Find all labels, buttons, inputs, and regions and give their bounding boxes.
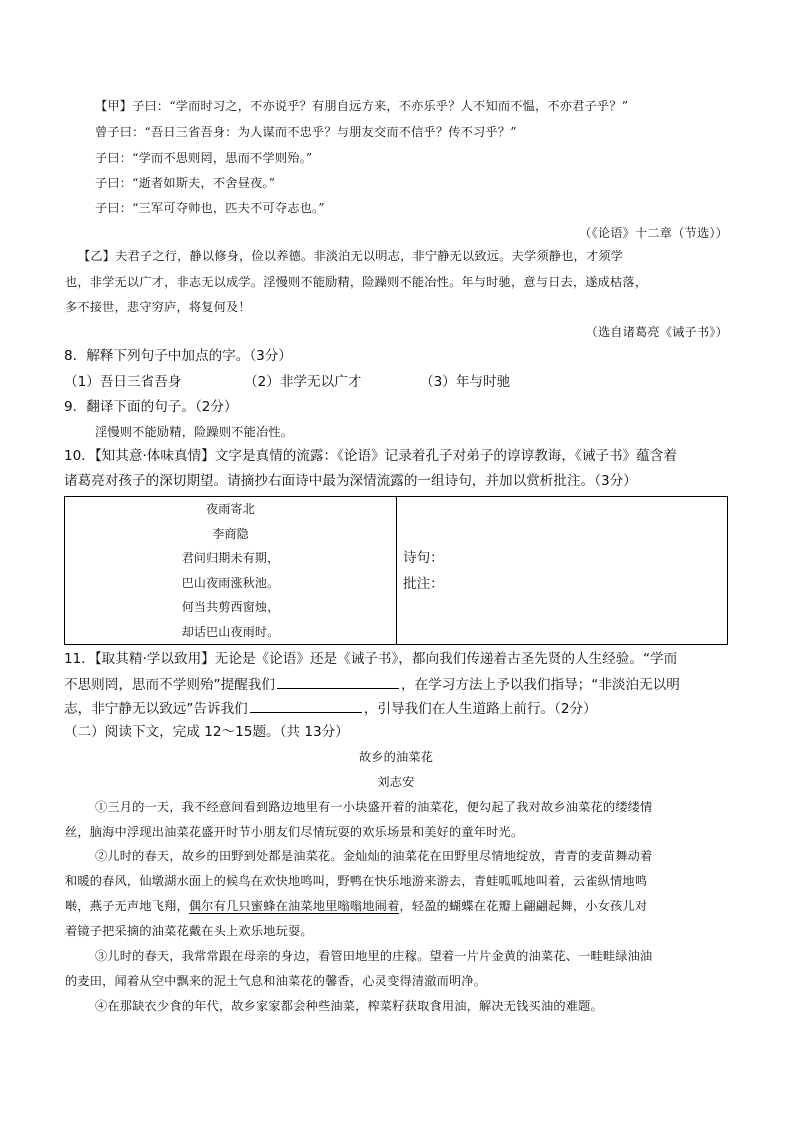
q9-sentence: 淫慢则不能励精，险躁则不能冶性。 — [95, 425, 294, 439]
passage-b-line-2: 也，非学无以广才，非志无以成学。淫慢则不能励精，险躁则不能冶性。年与时驰，意与日去，遂成枯落， — [65, 275, 648, 289]
q8-stem: 8．解释下列句子中加点的字。（3分） — [64, 348, 292, 364]
poem-line-4: 却话巴山夜雨时。 — [181, 624, 280, 639]
poem-title: 夜雨寄北 — [206, 502, 255, 516]
poem-author: 李商隐 — [212, 526, 249, 541]
q8-item-3: （3）年与时驰 — [420, 374, 511, 390]
article-p2-line-1: ②儿时的春天，故乡的田野到处都是油菜花。金灿灿的油菜花在田野里尽情地绽放，青青的麦苗舞动着 — [95, 849, 653, 863]
passage-a-line-5: 子曰：“三军可夺帅也，匹夫不可夺志也。” — [95, 201, 325, 215]
q11-line-3 — [64, 700, 597, 717]
passage-b-line-3: 多不接世，悲守穷庐，将复何及！ — [65, 300, 251, 314]
article-p2-line-3-b: ，轻盈的蝴蝶在花瓣上翩翩起舞，小女孩儿对 — [399, 899, 648, 913]
q8-item-2: （2）非学无以广才 — [244, 374, 362, 390]
answer-label-note: 批注： — [403, 575, 444, 592]
q11-answer-blank-2[interactable] — [250, 700, 362, 713]
q10-stem-line-2: 诸葛亮对孩子的深切期望。请摘抄右面诗中最为深情流露的一组诗句，并加以赏析批注。（3分） — [64, 473, 637, 489]
passage-a-line-1: 【甲】子曰：“学而时习之，不亦说乎？有朋自远方来，不亦乐乎？人不知而不愠，不亦君子乎？” — [95, 99, 629, 113]
article-p2-line-3 — [65, 898, 647, 914]
underlined-sentence: 偶尔有几只蜜蜂在油菜地里嗡嗡地闹着 — [188, 899, 400, 913]
q11-line-3-b: ，引导我们在人生道路上前行。（2分） — [363, 701, 597, 717]
passage-a-line-2: 曾子曰：“吾日三省吾身：为人谋而不忠乎？与朋友交而不信乎？传不习乎？” — [95, 125, 517, 139]
passage-a-line-3: 子曰：“学而不思则罔，思而不学则殆。” — [95, 151, 313, 165]
article-p1-line-1: ①三月的一天，我不经意间看到路边地里有一小块盛开着的油菜花，便勾起了我对故乡油菜花的缕缕情 — [95, 800, 653, 814]
article-p3-line-1: ③儿时的春天，我常常跟在母亲的身边，看管田地里的庄稼。望着一片片金黄的油菜花、一畦畦绿油油 — [95, 949, 653, 963]
q10-stem-line-1: 10．【知其意·体味真情】文字是真情的流露：《论语》记录着孔子对弟子的谆谆教诲，《诫子书》蕴含着 — [64, 448, 677, 464]
article-p1-line-2: 丝，脑海中浮现出油菜花盛开时节小朋友们尽情玩耍的欢乐场景和美好的童年时光。 — [65, 825, 524, 839]
poem-line-1: 君问归期未有期， — [181, 551, 280, 565]
q11-line-2-a: 不思则罔，思而不学则殆”提醒我们 — [64, 677, 275, 693]
article-p3-line-2: 的麦田，闻着从空中飘来的泥土气息和油菜花的馨香，心灵变得清澈而明净。 — [65, 974, 487, 988]
article-p2-line-2: 和暖的春风，仙墩湖水面上的候鸟在欢快地鸣叫，野鸭在快乐地游来游去，青蛙呱呱地叫着，云雀纵情地鸣 — [65, 874, 648, 888]
article-p2-line-3-a: 啭，燕子无声地飞翔， — [65, 899, 189, 913]
answer-label-verse: 诗句： — [403, 549, 444, 566]
q11-line-2 — [64, 676, 680, 693]
answer-cell[interactable] — [397, 497, 728, 645]
section-2-heading: （二）阅读下文，完成 12～15题。（共 13分） — [64, 724, 349, 740]
article-title: 故乡的油菜花 — [358, 750, 434, 764]
article-p4-line-1: ④在那缺衣少食的年代，故乡家家都会种些油菜，榨菜籽获取食用油，解决无钱买油的难题。 — [95, 999, 603, 1013]
q11-line-1: 11．【取其精·学以致用】无论是《论语》还是《诫子书》，都向我们传递着古圣先贤的人生经验。“学而 — [64, 651, 678, 667]
passage-b-source: （选自诸葛亮《诫子书》） — [585, 325, 728, 339]
article-author: 刘志安 — [377, 775, 415, 789]
poem-table — [64, 496, 728, 645]
passage-a-line-4: 子曰：“逝者如斯夫，不舍昼夜。” — [95, 176, 276, 190]
passage-a-source: （《论语》十二章（节选）） — [579, 226, 728, 240]
q11-answer-blank-1[interactable] — [277, 676, 399, 689]
poem-cell — [65, 497, 397, 645]
article-p2-line-4: 着镜子把采摘的油菜花戴在头上欢乐地玩耍。 — [65, 924, 313, 938]
q11-line-2-b: ，在学习方法上予以我们指导；“非淡泊无以明 — [400, 677, 680, 693]
q8-item-1: （1）吾日三省吾身 — [64, 374, 182, 390]
poem-line-3: 何当共剪西窗烛， — [181, 600, 280, 614]
q11-line-3-a: 志，非宁静无以致远”告诉我们 — [64, 701, 248, 717]
q9-stem: 9．翻译下面的句子。（2分） — [64, 399, 238, 415]
passage-b-line-1: 【乙】夫君子之行，静以修身，俭以养德。非淡泊无以明志，非宁静无以致远。夫学须静也，才须学 — [78, 249, 624, 263]
poem-line-2: 巴山夜雨涨秋池。 — [181, 575, 280, 590]
